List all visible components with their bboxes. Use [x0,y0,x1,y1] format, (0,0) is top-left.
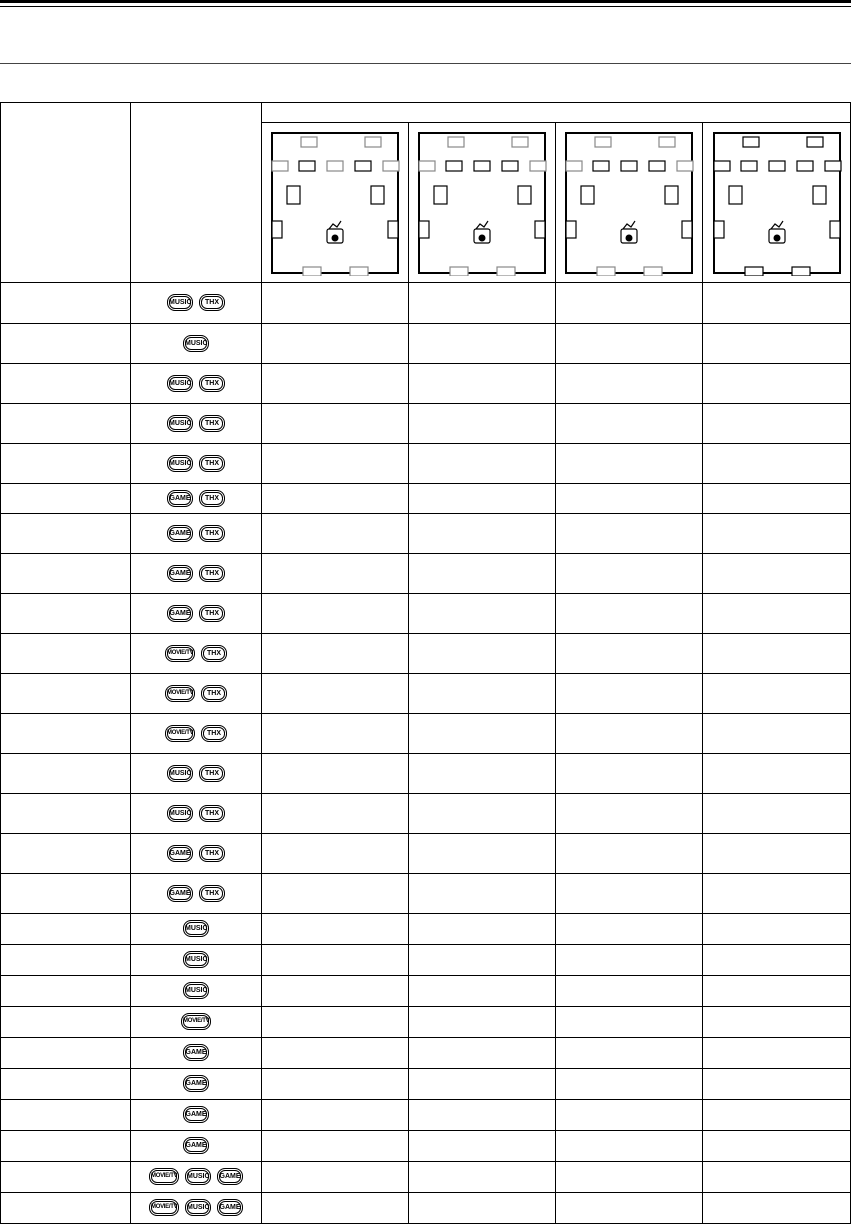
speaker-config-cell-1 [262,444,409,484]
side-left-speaker [714,221,724,238]
speaker-config-cell-3 [556,914,703,945]
surround-back-right-speaker [644,267,662,276]
thx-button-icon: THX [199,415,225,432]
speaker-config-cell-2 [409,976,556,1007]
game-button-icon: GAME [167,525,193,542]
speaker-config-cell-1 [262,1038,409,1069]
speaker-config-cell-1 [262,794,409,834]
remote-buttons-cell [131,594,262,634]
speaker-config-cell-1 [262,634,409,674]
thx-button-icon: THX [199,525,225,542]
speaker-config-cell-2 [409,484,556,514]
thx-button-icon: THX [199,605,225,622]
table-row [1,1131,851,1162]
surround-back-left-speaker [597,267,615,276]
surround-left-speaker [434,186,447,204]
mode-name-cell [1,1100,131,1131]
table-row [1,834,851,874]
speaker-config-cell-4 [703,674,851,714]
mode-name-cell [1,1193,131,1224]
remote-buttons-cell [131,1131,262,1162]
table-row [1,404,851,444]
side-left-speaker [419,221,429,238]
speaker-config-cell-3 [556,1131,703,1162]
mode-name-cell [1,794,131,834]
table-row [1,1162,851,1193]
speaker-config-cell-1 [262,484,409,514]
speaker-config-cell-2 [409,1162,556,1193]
thx-button-icon: THX [199,765,225,782]
table-row [1,364,851,404]
remote-buttons-cell [131,976,262,1007]
music-button-icon: MUSIC [183,335,209,352]
mode-name-cell [1,324,131,364]
remote-buttons-cell [131,914,262,945]
remote-buttons-cell [131,554,262,594]
remote-buttons-cell [131,874,262,914]
game-button-icon: GAME [167,490,193,507]
header-divider [0,63,851,64]
mode-name-cell [1,404,131,444]
speaker-config-cell-4 [703,1193,851,1224]
speaker-config-cell-4 [703,364,851,404]
speaker-config-cell-3 [556,283,703,324]
speaker-config-cell-4 [703,834,851,874]
remote-buttons-cell [131,1069,262,1100]
speaker-config-cell-3 [556,514,703,554]
speaker-config-cell-1 [262,874,409,914]
speaker-config-cell-2 [409,794,556,834]
speaker-config-cell-4 [703,634,851,674]
speaker-config-cell-3 [556,945,703,976]
speaker-config-cell-3 [556,794,703,834]
speaker-config-cell-4 [703,945,851,976]
thx-button-icon: THX [201,645,227,662]
speaker-config-cell-2 [409,945,556,976]
surround-back-right-speaker [497,267,515,276]
speaker-config-cell-4 [703,594,851,634]
table-row [1,754,851,794]
listening-mode-table [0,102,851,1224]
speaker-config-cell-2 [409,514,556,554]
table-row [1,945,851,976]
speaker-config-cell-3 [556,1069,703,1100]
mode-name-cell [1,874,131,914]
speaker-config-cell-4 [703,794,851,834]
surround-left-speaker [581,186,594,204]
speaker-config-cell-1 [262,1069,409,1100]
mode-name-cell [1,914,131,945]
side-left-speaker [566,221,576,238]
music-button-icon: MUSIC [167,294,193,311]
speaker-config-cell-1 [262,674,409,714]
table-row [1,976,851,1007]
front-right-speaker [502,161,518,171]
speaker-diagram-cell-4 [703,123,851,283]
table-row [1,444,851,484]
table-row [1,874,851,914]
center-speaker [621,161,637,171]
surround-back-left-speaker [745,267,763,276]
speaker-config-cell-2 [409,1193,556,1224]
remote-buttons-cell [131,364,262,404]
surround-right-speaker [665,186,678,204]
thx-button-icon: THX [199,375,225,392]
thx-button-icon: THX [199,294,225,311]
music-button-icon: MUSIC [167,765,193,782]
speaker-config-cell-2 [409,283,556,324]
speaker-config-cell-2 [409,404,556,444]
speaker-config-cell-3 [556,404,703,444]
music-button-icon: MUSIC [167,415,193,432]
mode-name-cell [1,1038,131,1069]
speaker-config-cell-4 [703,444,851,484]
music-button-icon: MUSIC [183,982,209,999]
speaker-config-cell-3 [556,1193,703,1224]
speaker-config-cell-2 [409,444,556,484]
speaker-config-cell-1 [262,1131,409,1162]
speaker-config-cell-1 [262,834,409,874]
table-row [1,674,851,714]
music-button-icon: MUSIC [167,375,193,392]
speaker-diagram-cell-1 [262,123,409,283]
front-high-left-speaker [743,137,759,147]
speaker-config-cell-4 [703,714,851,754]
speaker-config-cell-3 [556,714,703,754]
movie-tv-button-icon: MOVIE/TV [181,1013,211,1030]
front-wide-right-speaker [677,161,693,171]
game-button-icon: GAME [183,1075,209,1092]
remote-buttons-cell [131,283,262,324]
front-right-speaker [649,161,665,171]
center-speaker [769,161,785,171]
thx-button-icon: THX [199,455,225,472]
speaker-diagram-cell-3 [556,123,703,283]
speaker-config-cell-1 [262,1100,409,1131]
speaker-config-cell-1 [262,714,409,754]
table-row [1,914,851,945]
speaker-config-cell-3 [556,324,703,364]
thx-button-icon: THX [199,845,225,862]
speaker-config-cell-2 [409,714,556,754]
speaker-config-cell-3 [556,1007,703,1038]
front-wide-left-speaker [714,161,730,171]
remote-buttons-cell [131,794,262,834]
speaker-config-cell-2 [409,364,556,404]
table-row [1,1100,851,1131]
front-left-speaker [446,161,462,171]
speaker-config-cell-3 [556,444,703,484]
surround-back-right-speaker [350,267,368,276]
mode-name-cell [1,754,131,794]
remote-buttons-cell [131,1038,262,1069]
speaker-config-cell-2 [409,1038,556,1069]
mode-name-cell [1,634,131,674]
mode-name-cell [1,1069,131,1100]
speaker-config-cell-1 [262,404,409,444]
speaker-config-cell-4 [703,1069,851,1100]
speaker-config-cell-4 [703,1100,851,1131]
side-right-speaker [682,221,692,238]
speaker-config-cell-2 [409,554,556,594]
remote-buttons-cell [131,1193,262,1224]
speaker-config-cell-4 [703,1162,851,1193]
front-right-speaker [797,161,813,171]
speaker-config-cell-1 [262,1007,409,1038]
front-high-right-speaker [512,137,528,147]
mode-name-cell [1,1007,131,1038]
speaker-config-cell-3 [556,594,703,634]
game-button-icon: GAME [167,845,193,862]
remote-buttons-cell [131,324,262,364]
speaker-config-cell-2 [409,1007,556,1038]
front-high-left-speaker [301,137,317,147]
speaker-config-cell-1 [262,364,409,404]
speaker-config-cell-4 [703,404,851,444]
side-right-speaker [830,221,840,238]
movie-tv-button-icon: MOVIE/TV [165,685,195,702]
table-row [1,1038,851,1069]
speaker-config-cell-2 [409,634,556,674]
header-buttons-cell [131,103,262,283]
thx-button-icon: THX [199,565,225,582]
speaker-config-cell-2 [409,324,556,364]
remote-buttons-cell [131,484,262,514]
table-row [1,594,851,634]
mode-name-cell [1,714,131,754]
front-left-speaker [741,161,757,171]
game-button-icon: GAME [167,885,193,902]
speaker-config-cell-3 [556,834,703,874]
speaker-config-cell-4 [703,1131,851,1162]
speaker-config-cell-4 [703,976,851,1007]
speaker-config-cell-3 [556,976,703,1007]
remote-buttons-cell [131,945,262,976]
game-button-icon: GAME [217,1168,243,1185]
music-button-icon: MUSIC [185,1168,211,1185]
front-high-right-speaker [807,137,823,147]
mode-name-cell [1,484,131,514]
front-right-speaker [355,161,371,171]
center-speaker [474,161,490,171]
remote-buttons-cell [131,1100,262,1131]
table-body [1,283,851,1224]
table-row [1,484,851,514]
mode-name-cell [1,945,131,976]
remote-buttons-cell [131,834,262,874]
speaker-layout-diagram [269,130,401,276]
thx-button-icon: THX [201,725,227,742]
remote-buttons-cell [131,634,262,674]
surround-right-speaker [518,186,531,204]
thx-button-icon: THX [199,885,225,902]
speaker-config-cell-2 [409,674,556,714]
table-row [1,324,851,364]
mode-name-cell [1,1131,131,1162]
speaker-config-cell-4 [703,914,851,945]
movie-tv-button-icon: MOVIE/TV [165,645,195,662]
speaker-config-cell-1 [262,514,409,554]
speaker-config-cell-3 [556,874,703,914]
surround-back-left-speaker [450,267,468,276]
speaker-layout-diagram [711,130,843,276]
speaker-config-cell-1 [262,945,409,976]
music-button-icon: MUSIC [183,951,209,968]
front-left-speaker [593,161,609,171]
table-row [1,714,851,754]
speaker-diagram-cell-2 [409,123,556,283]
header-mode-cell [1,103,131,283]
game-button-icon: GAME [183,1044,209,1061]
front-high-right-speaker [365,137,381,147]
remote-buttons-cell [131,514,262,554]
movie-tv-button-icon: MOVIE/TV [149,1199,179,1216]
remote-buttons-cell [131,444,262,484]
mode-name-cell [1,283,131,324]
remote-buttons-cell [131,674,262,714]
speaker-config-cell-2 [409,1131,556,1162]
front-wide-left-speaker [566,161,582,171]
speaker-config-cell-1 [262,1162,409,1193]
speaker-config-cell-2 [409,1069,556,1100]
speaker-config-cell-3 [556,1162,703,1193]
remote-buttons-cell [131,404,262,444]
surround-back-right-speaker [792,267,810,276]
speaker-config-cell-4 [703,514,851,554]
mode-name-cell [1,594,131,634]
front-wide-right-speaker [530,161,546,171]
table-row [1,1069,851,1100]
thx-button-icon: THX [199,490,225,507]
remote-buttons-cell [131,714,262,754]
game-button-icon: GAME [217,1199,243,1216]
speaker-layout-diagram [563,130,695,276]
mode-name-cell [1,1162,131,1193]
movie-tv-button-icon: MOVIE/TV [165,725,195,742]
front-left-speaker [299,161,315,171]
speaker-config-cell-2 [409,594,556,634]
surround-back-left-speaker [303,267,321,276]
side-right-speaker [535,221,545,238]
speaker-config-cell-4 [703,1007,851,1038]
mode-name-cell [1,364,131,404]
speaker-config-cell-3 [556,484,703,514]
music-button-icon: MUSIC [185,1199,211,1216]
speaker-config-cell-4 [703,283,851,324]
speaker-config-cell-4 [703,554,851,594]
remote-buttons-cell [131,1007,262,1038]
table-row [1,514,851,554]
side-right-speaker [388,221,398,238]
mode-name-cell [1,554,131,594]
speaker-config-cell-3 [556,364,703,404]
speaker-config-cell-2 [409,834,556,874]
front-high-left-speaker [448,137,464,147]
table-row [1,554,851,594]
front-wide-right-speaker [825,161,841,171]
speaker-config-cell-3 [556,754,703,794]
mode-name-cell [1,674,131,714]
table-row [1,634,851,674]
speaker-config-cell-1 [262,976,409,1007]
speaker-config-cell-1 [262,324,409,364]
speaker-config-cell-2 [409,754,556,794]
game-button-icon: GAME [183,1137,209,1154]
surround-right-speaker [813,186,826,204]
speaker-config-cell-4 [703,874,851,914]
music-button-icon: MUSIC [183,920,209,937]
remote-buttons-cell [131,754,262,794]
table-row [1,283,851,324]
thx-button-icon: THX [199,805,225,822]
speaker-config-cell-2 [409,874,556,914]
game-button-icon: GAME [167,565,193,582]
speaker-config-cell-1 [262,554,409,594]
speaker-config-cell-3 [556,634,703,674]
front-wide-right-speaker [383,161,399,171]
remote-buttons-cell [131,1162,262,1193]
speaker-config-cell-3 [556,674,703,714]
speaker-config-cell-1 [262,594,409,634]
game-button-icon: GAME [183,1106,209,1123]
table-row [1,1007,851,1038]
speaker-config-cell-2 [409,1100,556,1131]
speaker-config-cell-4 [703,754,851,794]
speaker-config-cell-3 [556,1100,703,1131]
table-row [1,794,851,834]
music-button-icon: MUSIC [167,805,193,822]
speaker-config-cell-1 [262,754,409,794]
speaker-config-cell-4 [703,1038,851,1069]
game-button-icon: GAME [167,605,193,622]
header-speaker-config-cell [262,103,851,123]
mode-name-cell [1,514,131,554]
mode-name-cell [1,976,131,1007]
surround-left-speaker [729,186,742,204]
mode-name-cell [1,444,131,484]
speaker-config-cell-4 [703,324,851,364]
speaker-config-cell-3 [556,554,703,594]
front-wide-left-speaker [272,161,288,171]
speaker-config-cell-1 [262,283,409,324]
mode-name-cell [1,834,131,874]
thx-button-icon: THX [201,685,227,702]
front-high-right-speaker [659,137,675,147]
speaker-config-cell-3 [556,1038,703,1069]
front-high-left-speaker [595,137,611,147]
table-row [1,1193,851,1224]
front-wide-left-speaker [419,161,435,171]
surround-right-speaker [371,186,384,204]
speaker-config-cell-1 [262,1193,409,1224]
movie-tv-button-icon: MOVIE/TV [149,1168,179,1185]
side-left-speaker [272,221,282,238]
speaker-config-cell-2 [409,914,556,945]
speaker-config-cell-4 [703,484,851,514]
speaker-layout-diagram [416,130,548,276]
center-speaker [327,161,343,171]
top-rule-thin [0,6,851,7]
surround-left-speaker [287,186,300,204]
top-rule-thick [0,0,851,3]
music-button-icon: MUSIC [167,455,193,472]
speaker-config-cell-1 [262,914,409,945]
